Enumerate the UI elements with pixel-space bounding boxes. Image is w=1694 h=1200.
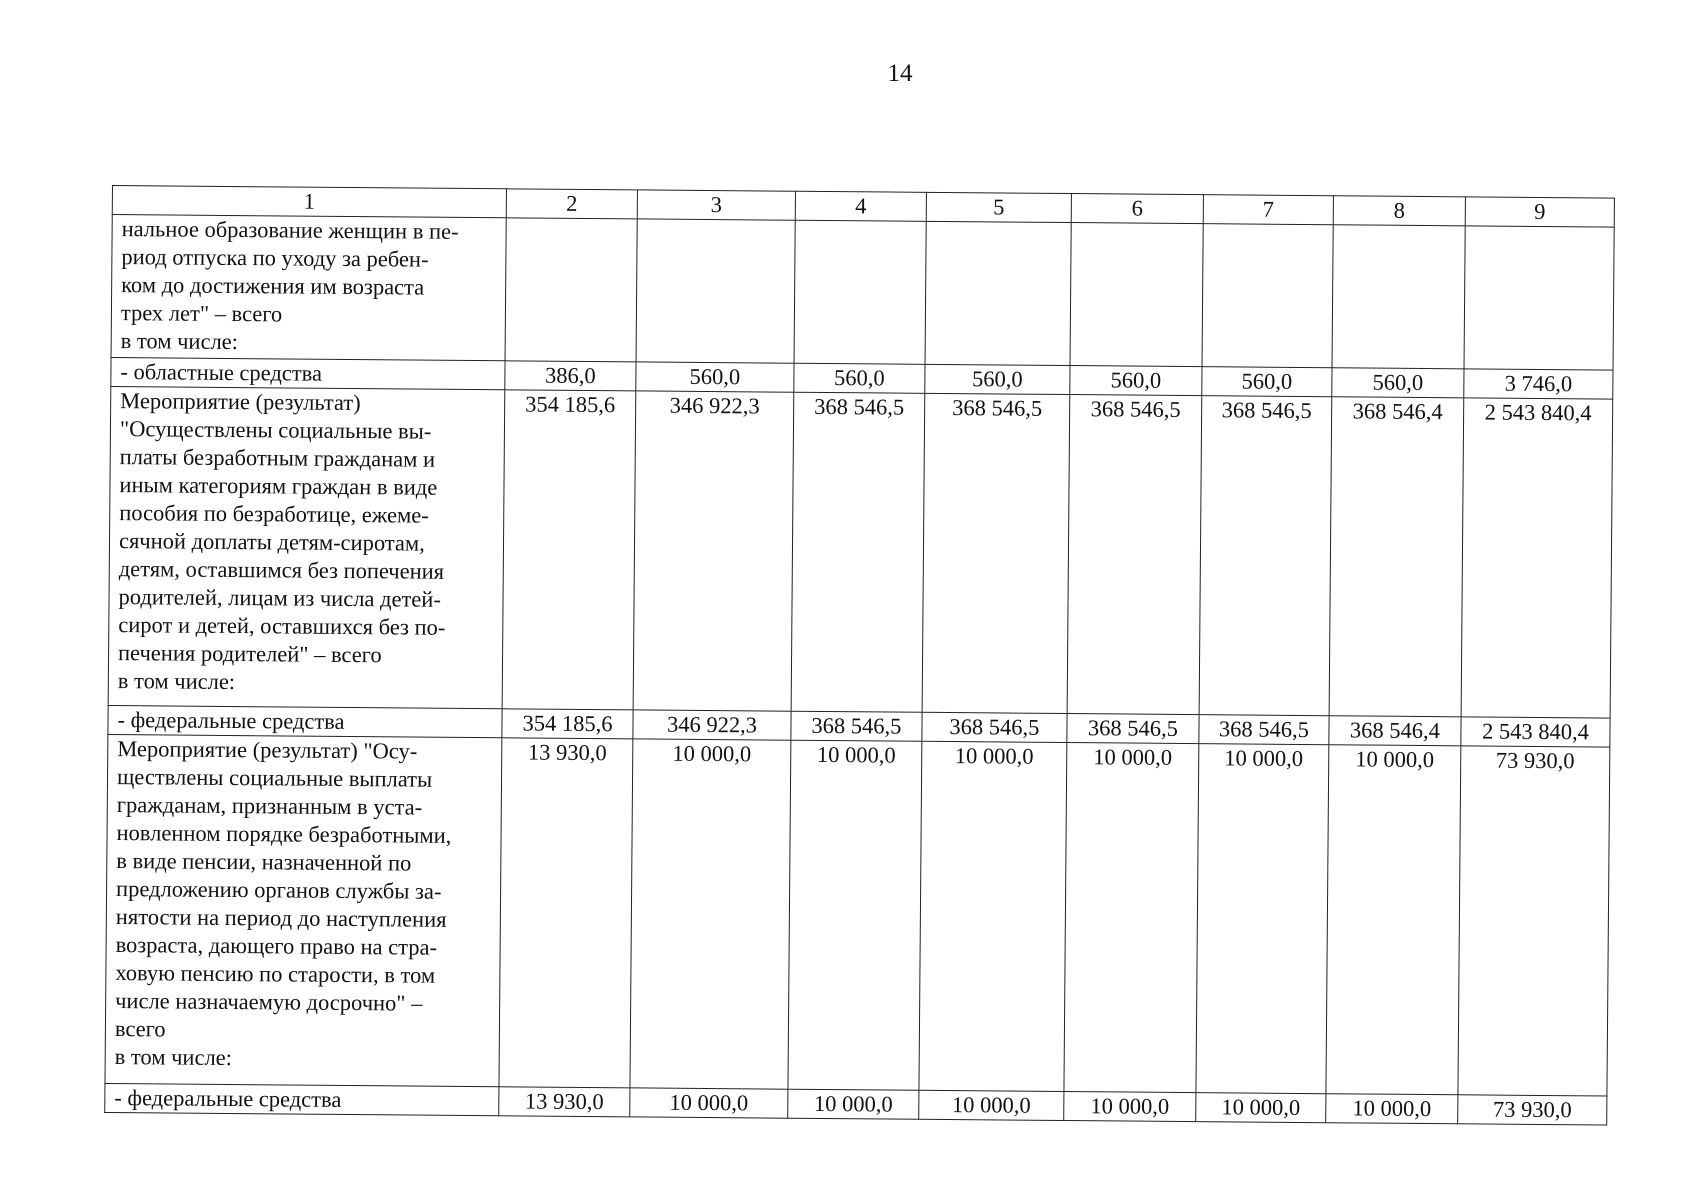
description-line: ховую пенсию по старости, в том bbox=[115, 960, 436, 988]
description-line: в том числе: bbox=[117, 668, 236, 695]
value-cell: 10 000,0 bbox=[1064, 743, 1199, 1093]
value-cell: 346 922,3 bbox=[633, 391, 794, 711]
row-description bbox=[105, 1083, 499, 1115]
description-line: печения родителей" – всего bbox=[117, 640, 382, 668]
value-cell bbox=[1202, 224, 1333, 368]
value-cell bbox=[925, 221, 1071, 365]
value-cell: 10 000,0 bbox=[1196, 1093, 1326, 1123]
value-cell: 10 000,0 bbox=[1196, 744, 1329, 1094]
value-cell bbox=[794, 220, 926, 364]
value-cell bbox=[1464, 226, 1614, 370]
value-cell: 10 000,0 bbox=[630, 1088, 788, 1118]
value-cell: 73 930,0 bbox=[1458, 1095, 1607, 1125]
description-line: Мероприятие (результат) "Осу- bbox=[117, 736, 418, 764]
description-line: иным категориям граждан в виде bbox=[119, 472, 438, 500]
table-row bbox=[108, 386, 1613, 718]
value-cell: 10 000,0 bbox=[1064, 1092, 1196, 1122]
table-row bbox=[105, 734, 1610, 1096]
value-cell: 10 000,0 bbox=[630, 739, 791, 1089]
description-line: сячной доплаты детям-сиротам, bbox=[118, 528, 425, 556]
value-cell: 10 000,0 bbox=[1326, 1094, 1458, 1124]
budget-table-wrapper bbox=[104, 185, 1614, 1126]
value-cell: 368 546,4 bbox=[1329, 716, 1461, 746]
description-line: риод отпуска по уходу за ребен- bbox=[121, 244, 429, 272]
description-line: трех лет" – всего bbox=[120, 300, 283, 327]
column-header: 3 bbox=[637, 190, 795, 220]
description-line: ществлены социальные выплаты bbox=[116, 764, 433, 792]
value-cell bbox=[636, 219, 795, 363]
value-cell: 560,0 bbox=[636, 362, 794, 392]
description-line: предложению органов службы за- bbox=[116, 876, 442, 904]
value-cell: 368 546,5 bbox=[922, 393, 1070, 713]
description-line: - областные средства bbox=[120, 359, 323, 386]
description-line: - федеральные средства bbox=[114, 1085, 342, 1112]
description-line: новленном порядке безработными, bbox=[116, 820, 452, 848]
value-cell: 2 543 840,4 bbox=[1461, 717, 1610, 747]
budget-table bbox=[104, 185, 1615, 1126]
value-cell: 368 546,5 bbox=[1199, 396, 1332, 716]
value-cell: 13 930,0 bbox=[499, 738, 633, 1088]
value-cell: 368 546,5 bbox=[791, 392, 925, 712]
value-cell: 368 546,5 bbox=[1067, 714, 1199, 744]
column-header: 1 bbox=[112, 186, 506, 218]
column-header: 8 bbox=[1333, 196, 1465, 226]
description-line: в том числе: bbox=[114, 1044, 233, 1071]
value-cell: 3 746,0 bbox=[1464, 369, 1613, 399]
value-cell: 13 930,0 bbox=[499, 1087, 630, 1117]
value-cell: 560,0 bbox=[1332, 368, 1464, 398]
value-cell bbox=[1070, 223, 1203, 367]
description-line: в том числе: bbox=[120, 328, 239, 355]
value-cell: 368 546,4 bbox=[1329, 397, 1464, 717]
description-line: ком до достижения им возраста bbox=[121, 272, 425, 300]
description-line: гражданам, признанным в уста- bbox=[116, 792, 423, 820]
value-cell: 73 930,0 bbox=[1458, 746, 1610, 1096]
description-line: - федеральные средства bbox=[117, 707, 345, 734]
column-header: 9 bbox=[1465, 197, 1614, 227]
value-cell: 10 000,0 bbox=[788, 1089, 919, 1119]
value-cell: 346 922,3 bbox=[633, 710, 791, 740]
value-cell bbox=[505, 218, 637, 362]
row-description bbox=[105, 734, 502, 1086]
row-description bbox=[108, 705, 502, 737]
value-cell: 368 546,5 bbox=[922, 712, 1067, 742]
value-cell: 10 000,0 bbox=[1326, 745, 1461, 1095]
value-cell: 2 543 840,4 bbox=[1461, 398, 1613, 718]
description-line: родителей, лицам из числа детей- bbox=[118, 584, 442, 612]
value-cell: 560,0 bbox=[925, 364, 1070, 394]
value-cell: 560,0 bbox=[1202, 367, 1332, 397]
value-cell: 560,0 bbox=[794, 363, 925, 393]
description-line: в виде пенсии, назначенной по bbox=[116, 848, 412, 876]
row-description bbox=[111, 215, 506, 361]
description-line: Мероприятие (результат) bbox=[120, 388, 361, 416]
value-cell: 354 185,6 bbox=[502, 709, 633, 739]
column-header: 4 bbox=[795, 191, 926, 221]
column-header: 5 bbox=[926, 192, 1071, 222]
column-header: 6 bbox=[1071, 194, 1203, 224]
row-description bbox=[111, 357, 505, 389]
value-cell: 368 546,5 bbox=[1199, 715, 1329, 745]
page-number: 14 bbox=[887, 60, 913, 87]
value-cell: 354 185,6 bbox=[502, 390, 636, 710]
value-cell: 10 000,0 bbox=[788, 740, 922, 1090]
description-line: пособия по безработице, ежеме- bbox=[119, 500, 429, 528]
value-cell: 10 000,0 bbox=[919, 1090, 1064, 1120]
value-cell bbox=[1332, 225, 1465, 369]
value-cell: 368 546,5 bbox=[1067, 395, 1202, 715]
description-line: возраста, дающего право на стра- bbox=[115, 932, 438, 960]
column-header: 7 bbox=[1203, 195, 1333, 225]
value-cell: 560,0 bbox=[1070, 366, 1202, 396]
description-line: всего bbox=[114, 1016, 166, 1042]
description-line: нятости на период до наступления bbox=[115, 904, 447, 932]
row-description bbox=[108, 386, 505, 708]
description-line: нальное образование женщин в пе- bbox=[121, 216, 459, 244]
description-line: "Осуществлены социальные вы- bbox=[119, 416, 432, 444]
column-header: 2 bbox=[506, 189, 637, 219]
description-line: детям, оставшимся без попечения bbox=[118, 556, 445, 584]
description-line: сирот и детей, оставшихся без по- bbox=[118, 612, 446, 640]
table-row bbox=[111, 215, 1614, 371]
value-cell: 386,0 bbox=[505, 361, 636, 391]
description-line: платы безработным гражданам и bbox=[119, 444, 436, 472]
value-cell: 10 000,0 bbox=[919, 741, 1067, 1091]
value-cell: 368 546,5 bbox=[791, 711, 922, 741]
description-line: числе назначаемую досрочно" – bbox=[115, 988, 423, 1016]
